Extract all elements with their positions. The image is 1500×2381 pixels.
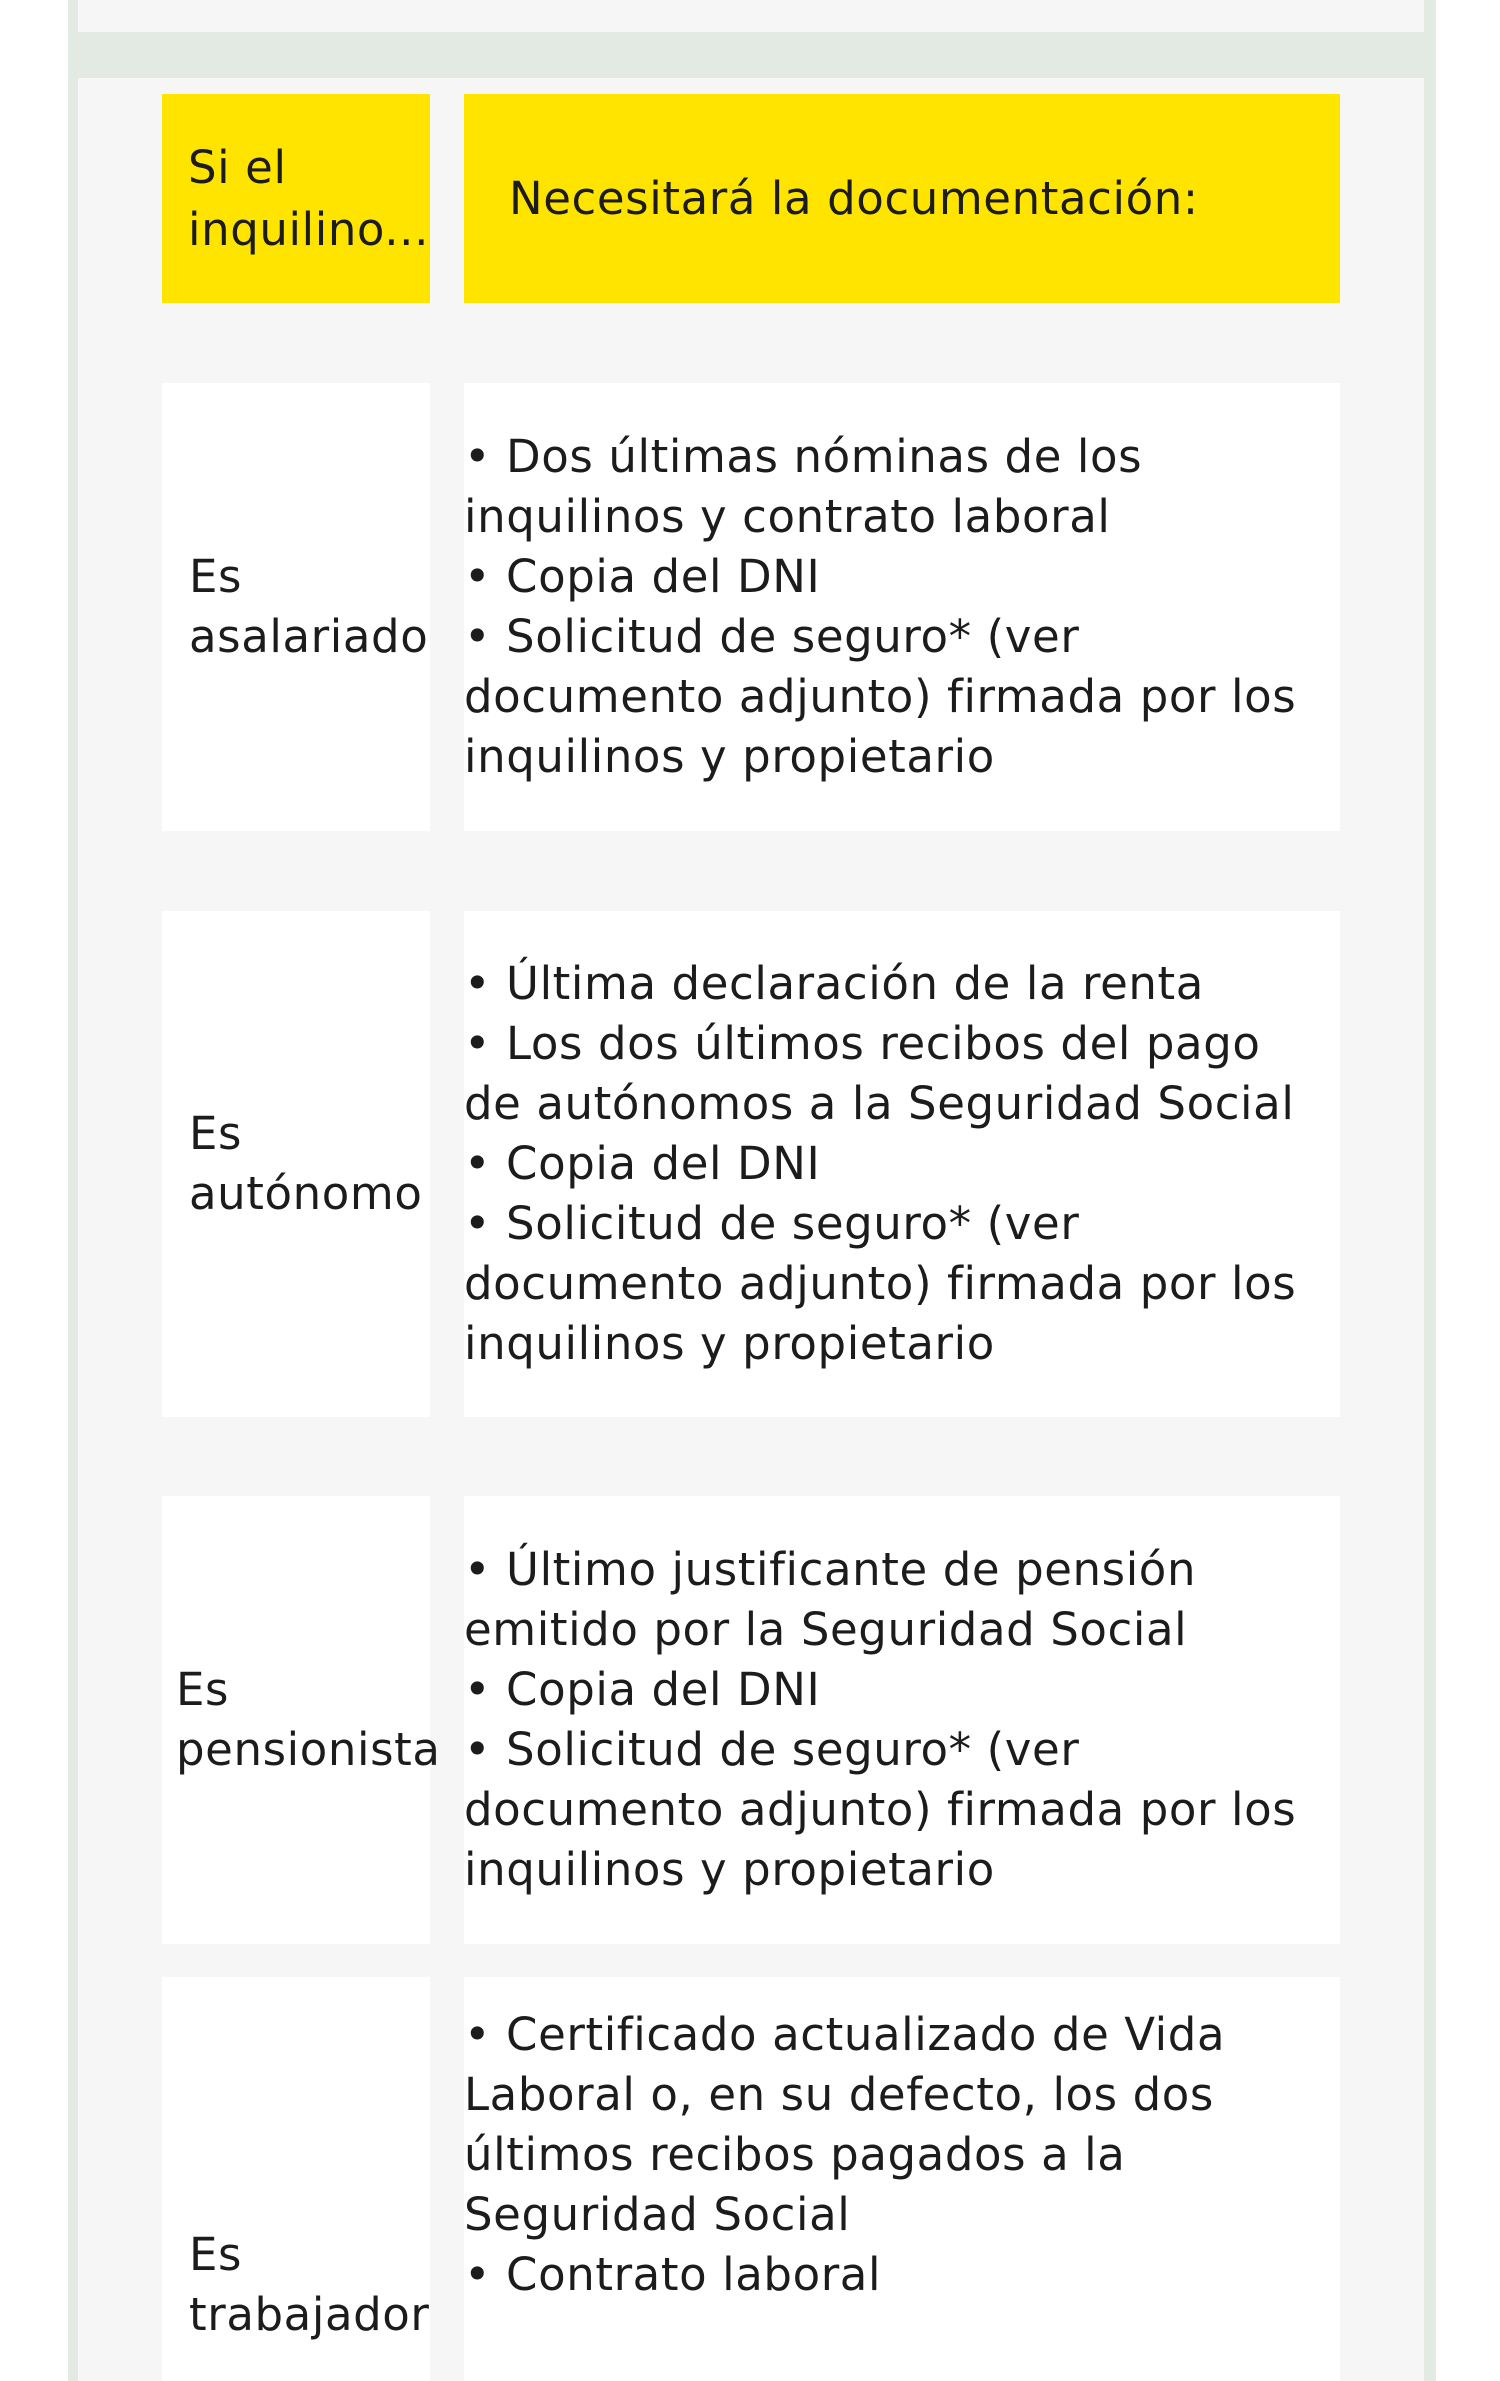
header-condition-text: Si el inquilino... bbox=[188, 140, 429, 256]
header-documentation-text: Necesitará la documentación: bbox=[509, 171, 1199, 225]
condition-text: Es asalariado bbox=[189, 550, 429, 663]
document-item: • Contrato laboral bbox=[464, 2248, 882, 2301]
document-item: • Dos últimas nóminas de los inquilinos y contrato laboral bbox=[464, 430, 1143, 543]
document-item: • Última declaración de la renta bbox=[464, 957, 1204, 1010]
row-documents-trabajador bbox=[464, 1977, 1340, 2381]
document-item: • Copia del DNI bbox=[464, 1663, 821, 1716]
document-item: • Solicitud de seguro* (ver documento adjunto) firmada por los inquilinos y propietario bbox=[464, 1723, 1297, 1896]
header-condition-cell bbox=[162, 94, 430, 303]
header-documentation-cell bbox=[464, 94, 1340, 303]
document-item: • Certificado actualizado de Vida Laboral o, en su defecto, los dos últimos recibos pagados a la Seguridad Social bbox=[464, 2008, 1226, 2241]
row-condition-asalariado bbox=[162, 383, 430, 831]
document-item: • Copia del DNI bbox=[464, 550, 821, 603]
document-item: • Último justificante de pensión emitido por la Seguridad Social bbox=[464, 1543, 1197, 1656]
condition-text: Es autónomo bbox=[189, 1107, 423, 1220]
condition-text: Es trabajador bbox=[189, 2228, 430, 2341]
document-list bbox=[464, 427, 1296, 787]
document-list bbox=[464, 954, 1296, 1374]
document-list bbox=[464, 2005, 1225, 2305]
document-item: • Copia del DNI bbox=[464, 1137, 821, 1190]
row-condition-autonomo bbox=[162, 911, 430, 1417]
row-condition-pensionista bbox=[162, 1496, 441, 1944]
condition-text: Es pensionista bbox=[176, 1663, 441, 1776]
document-list bbox=[464, 1540, 1296, 1900]
document-item: • Solicitud de seguro* (ver documento adjunto) firmada por los inquilinos y propietario bbox=[464, 610, 1297, 783]
document-item: • Los dos últimos recibos del pago de autónomos a la Seguridad Social bbox=[464, 1017, 1295, 1130]
row-documents-pensionista bbox=[464, 1496, 1340, 1944]
row-condition-trabajador bbox=[162, 1977, 430, 2381]
document-item: • Solicitud de seguro* (ver documento adjunto) firmada por los inquilinos y propietario bbox=[464, 1197, 1297, 1370]
row-documents-asalariado bbox=[464, 383, 1340, 831]
previous-section-edge bbox=[78, 0, 1424, 32]
row-documents-autonomo bbox=[464, 911, 1340, 1417]
